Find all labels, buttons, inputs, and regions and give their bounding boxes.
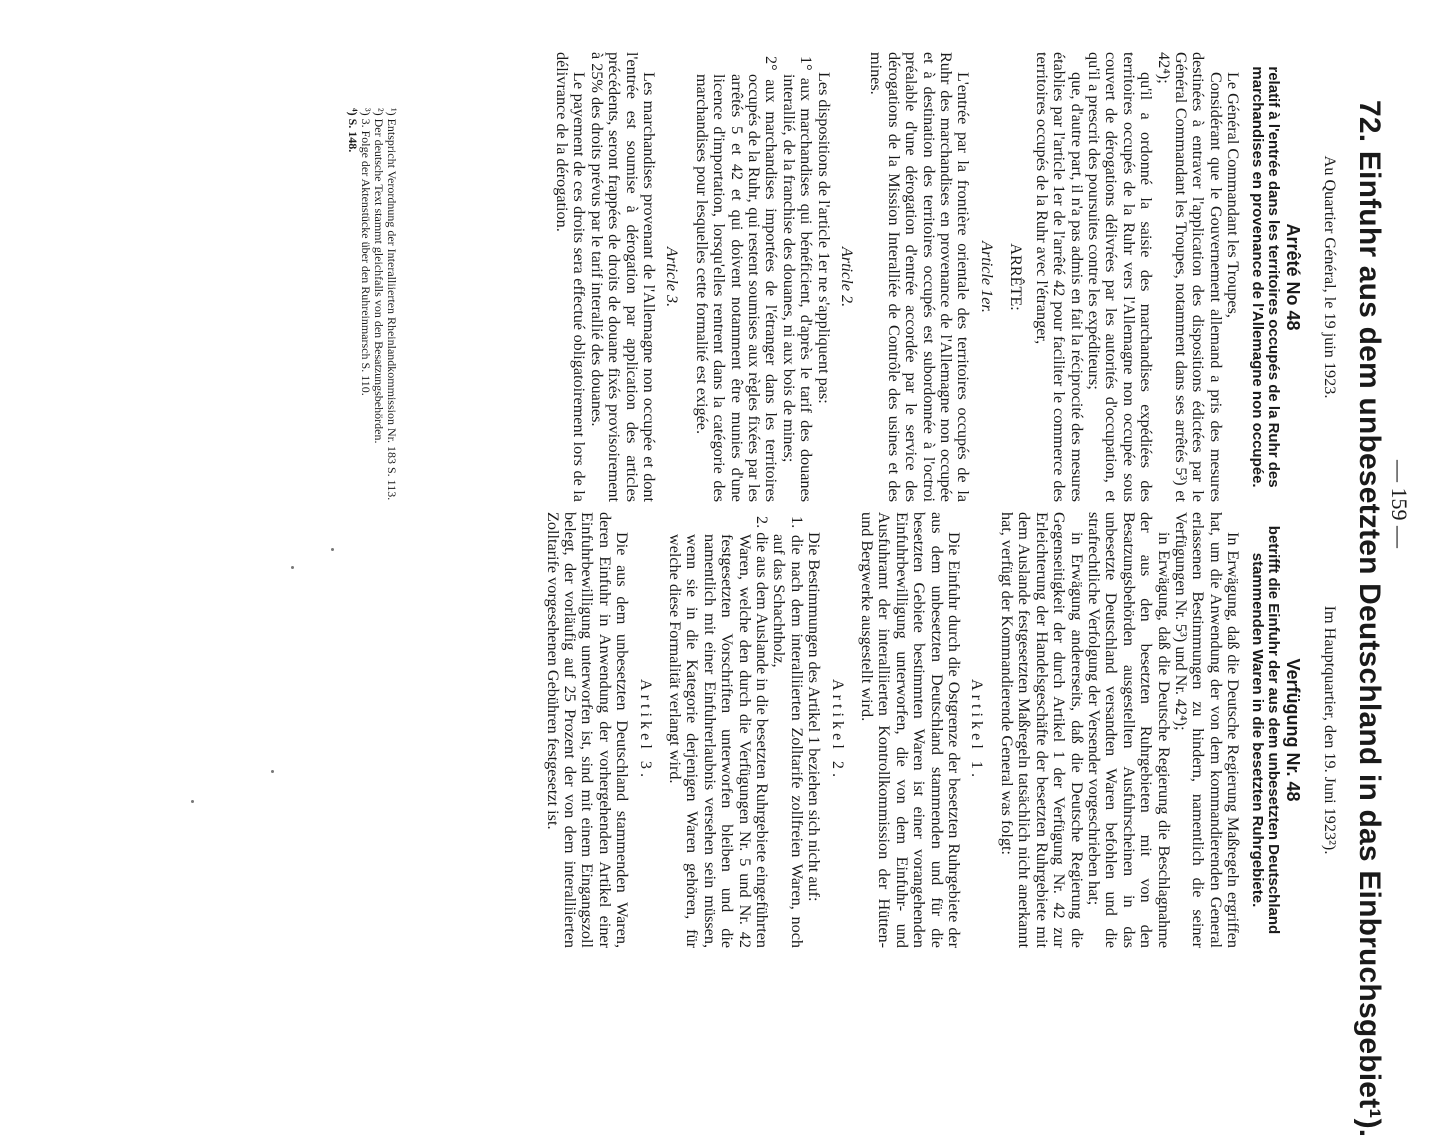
- footnote: ³) 3. Folge der Aktenstücke über den Ruhreinmarsch S. 110.: [359, 108, 373, 396]
- german-article-1-title: Artikel 1.: [968, 678, 987, 782]
- french-article-3-paragraph-2: Le payement de ces droits sera effectué obligatoirement lors de la délivrance de la dérogation.: [552, 52, 589, 502]
- french-column: [553, 52, 1338, 502]
- french-article-2-item-1: 1° aux marchandises qui bénéficient, d'après le tarif des douanes interallié, de la franchise des douanes, ni aux bois de mines;: [779, 56, 816, 502]
- french-heading: Arrêté No 48: [1282, 223, 1303, 331]
- french-article-1-title: Article 1er.: [977, 241, 996, 313]
- german-article-2-item-2: 2. die aus dem Auslande in die besetzten Ruhrgebiete eingeführten Waren, welche den durch die Verfügungen Nr. 5 und Nr. 42 festgesetzten Vorschriften unterworfen bleiben und die namentlich mit einer Einfuhrerlaubnis versehen sein müssen, wenn sie in die Kategorie derjenigen Waren gehören, für welche diese Formalität verlangt wird.: [666, 516, 772, 948]
- french-article-2-text: Les dispositions de l'article 1er ne s'appliquent pas:: [814, 72, 833, 404]
- french-article-2-item-2: 2° aux marchandises importées de l'étranger dans les territoires occupés de la Ruhr, qui restent soumises aux règles fixées par les arrêtés 5 et 42 et qui doivent notamment être munies d'une licence d'importation, lorsqu'elles rentrent dans la catégorie des marchandises pour lesquelles cette formalité est exigée.: [692, 56, 781, 502]
- footnotes: [346, 108, 398, 588]
- german-paragraph-3: in Erwägung andererseits, daß die Deutsche Regierung die Gegenseitigkeit der durch Artikel 1 der Verfügung Nr. 42 zur Erleichterung der Handelsgeschäfte der besetzten Ruhrgebiete mit dem Auslande festgesetzten Maßregeln tatsächlich nicht anerkannt hat, verfügt der Kommandierende General was folgt:: [997, 512, 1086, 948]
- german-article-2-text: Die Bestimmungen des Artikel 1 beziehen sich nicht auf:: [805, 532, 824, 902]
- french-intro: Le Général Commandant les Troupes,: [1224, 72, 1243, 318]
- french-dateline: Au Quartier Général, le 19 juin 1923.: [1321, 155, 1339, 399]
- footnote: ²) Der deutsche Text stammt gleichfalls von den Besatzungsbehörden.: [372, 108, 386, 444]
- german-paragraph-1: In Erwägung, daß die Deutsche Regierung Maßregeln ergriffen hat, um die Anwendung der von dem kommandierenden General erlassenen Bestimmungen zu hindern, namentlich die seiner Verfügungen Nr. 5³) und Nr. 42⁴);: [1171, 512, 1243, 948]
- french-paragraph-2: qu'il a ordonné la saisie des marchandises expédiées des territoires occupés de la Ruhr vers l'Allemagne non occupée sous couvert de dérogations délivrées par les autorités d'occupation, et qu'il a prescrit des poursuites contre les expéditeurs;: [1084, 52, 1156, 502]
- french-subheading: relatif à l'entrée dans les territoires occupés de la Ruhr des marchandises en provenance de l'Allemagne non occupée.: [1249, 66, 1283, 488]
- footnote: ⁴) S. 148.: [346, 108, 360, 153]
- document-title: 72. Einfuhr aus dem unbesetzten Deutschland in das Einbruchsgebiet¹).: [1353, 100, 1386, 1137]
- french-article-1-text: L'entrée par la frontière orientale des territoires occupés de la Ruhr des marchandises en provenance de l'Allemagne non occupée et à destination des territoires occupés est subordonnée à l'octroi préalable d'une dérogation d'entrée accordée par le service des dérogations de la Mission Interalliée de Contrôle des usines et des mines.: [867, 52, 973, 502]
- french-article-2-title: Article 2.: [838, 246, 857, 308]
- page-number: — 159 —: [1387, 460, 1412, 548]
- german-subheading: betrifft die Einfuhr der aus dem unbesetzten Deutschland stammenden Waren in die besetzten Ruhrgebiete.: [1249, 525, 1283, 935]
- german-article-3-text: Die aus dem unbesetzten Deutschland stammenden Waren, deren Einfuhr in Anwendung der vorhergehenden Artikel einer Einfuhrbewilligung unterworfen ist, sind mit einem Eingangszoll belegt, der vorläufig auf 25 Prozent der von dem interalliierten Zolltarife vorgesehenen Gebühren festgesetzt ist.: [543, 512, 632, 948]
- french-article-3-title: Article 3.: [663, 246, 682, 308]
- german-paragraph-2: in Erwägung, daß die Deutsche Regierung die Beschlagnahme der aus den besetzten Ruhrgebieten mit von den Besatzungsbehörden ausgestellten Ausfuhrscheinen in das unbesetzte Deutschland versandten Waren befohlen und die strafrechtliche Verfolgung der Versender vorgeschrieben hat;: [1084, 512, 1173, 948]
- german-article-2-title: Artikel 2.: [828, 678, 847, 782]
- french-arrete: ARRÊTE:: [1007, 243, 1026, 311]
- digitization-credit: [16, 2, 56, 998]
- german-article-1-text: Die Einfuhr durch die Ostgrenze der besetzten Ruhrgebiete der aus dem unbesetzten Deutschland stammenden und für die besetzten Gebiete bestimmten Waren ist einer vorangehenden Einfuhrbewilligung unterworfen, die von dem Einfuhr- und Ausfuhramt der interalliierten Kontrollkommission der Hütten- und Bergwerke ausgestellt wird.: [858, 512, 964, 948]
- french-article-3-paragraph-1: Les marchandises provenant de l'Allemagne non occupée et dont l'entrée est soumise à dérogation par application des articles précédents, seront frappées de droits de douane fixés provisoirement à 25% des droits prévus par le tarif interallié des douanes.: [587, 52, 658, 502]
- german-column: [543, 512, 1338, 948]
- french-paragraph-3: que, d'autre part, il n'a pas admis en fait la réciprocité des mesures établies par l'article 1er de l'arrêté 42 pour faciliter le commerce des territoires occupés de la Ruhr avec l'étranger,: [1032, 52, 1086, 502]
- german-article-2-item-1: 1. die nach dem interalliierten Zolltarife zollfreien Waren, noch auf das Schachtholz,: [770, 516, 806, 948]
- german-article-3-title: Artikel 3.: [636, 678, 655, 782]
- german-heading: Verfügung Nr. 48: [1282, 658, 1303, 802]
- german-dateline: Im Hauptquartier, den 19. Juni 1923²).: [1321, 605, 1339, 855]
- footnote: ¹) Entspricht Verordnung der Interalliierten Rheinlandkommission Nr. 183 S. 113.: [385, 108, 399, 501]
- french-paragraph-1: Considérant que le Gouvernement allemand a pris des mesures destinées à entraver l'application des dispositions édictées par le Général Commandant les Troupes, notamment dans ses arrêtés 5³) et 42⁴);: [1154, 52, 1225, 502]
